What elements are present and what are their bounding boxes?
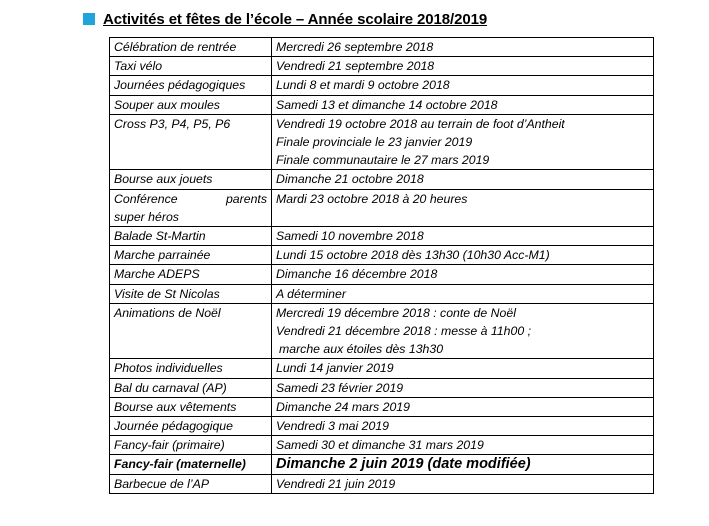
event-name-line: super héros bbox=[114, 209, 179, 224]
event-date-line: Dimanche 21 octobre 2018 bbox=[276, 172, 424, 187]
event-date-cell bbox=[272, 265, 654, 284]
event-name: Journée pédagogique bbox=[114, 419, 233, 434]
table-row bbox=[110, 265, 654, 284]
event-name: Bourse aux jouets bbox=[114, 172, 213, 187]
event-date-line: Vendredi 19 octobre 2018 au terrain de foot d’Antheit bbox=[276, 116, 565, 131]
event-name-cell bbox=[110, 397, 272, 416]
event-date-cell bbox=[272, 474, 654, 493]
events-table bbox=[109, 37, 654, 494]
table-row bbox=[110, 38, 654, 57]
table-row bbox=[110, 436, 654, 455]
event-name: Marche parrainée bbox=[114, 248, 211, 263]
event-name: Bal du carnaval (AP) bbox=[114, 380, 227, 395]
event-date-line: Lundi 15 octobre 2018 dès 13h30 (10h30 Acc-M1) bbox=[276, 248, 550, 263]
event-date-line: Lundi 14 janvier 2019 bbox=[276, 361, 394, 376]
event-name-cell bbox=[110, 95, 272, 114]
section-heading bbox=[83, 8, 487, 30]
event-name: Taxi vélo bbox=[114, 59, 163, 74]
table-row bbox=[110, 76, 654, 95]
event-date-line: Dimanche 24 mars 2019 bbox=[276, 399, 410, 414]
event-date-line: Samedi 23 février 2019 bbox=[276, 380, 404, 395]
event-name-cell bbox=[110, 417, 272, 436]
event-name-cell bbox=[110, 284, 272, 303]
event-date-cell bbox=[272, 170, 654, 189]
event-name-part: Conférence bbox=[114, 191, 178, 206]
table-row bbox=[110, 227, 654, 246]
table-row bbox=[110, 455, 654, 474]
event-date-line: marche aux étoiles dès 13h30 bbox=[279, 342, 444, 357]
table-row bbox=[110, 95, 654, 114]
event-name: Animations de Noël bbox=[114, 305, 221, 320]
event-name-cell bbox=[110, 303, 272, 359]
event-name-cell bbox=[110, 114, 272, 170]
table-row bbox=[110, 474, 654, 493]
event-name-cell bbox=[110, 265, 272, 284]
event-name-cell bbox=[110, 359, 272, 378]
event-date-line: Dimanche 2 juin 2019 (date modifiée) bbox=[276, 456, 531, 473]
event-date-line: Dimanche 16 décembre 2018 bbox=[276, 267, 438, 282]
event-name-cell bbox=[110, 170, 272, 189]
table-row bbox=[110, 378, 654, 397]
event-date-line: Lundi 8 et mardi 9 octobre 2018 bbox=[276, 78, 450, 93]
event-name-cell bbox=[110, 57, 272, 76]
event-date-cell bbox=[272, 397, 654, 416]
event-name: Souper aux moules bbox=[114, 97, 220, 112]
event-name-cell bbox=[110, 436, 272, 455]
event-date-cell bbox=[272, 227, 654, 246]
event-date-line: Vendredi 21 septembre 2018 bbox=[276, 59, 435, 74]
event-name: Fancy-fair (maternelle) bbox=[114, 457, 246, 472]
event-date-line: Mardi 23 octobre 2018 à 20 heures bbox=[276, 191, 468, 206]
event-name: Célébration de rentrée bbox=[114, 40, 237, 54]
event-date-cell bbox=[272, 417, 654, 436]
event-date-cell bbox=[272, 436, 654, 455]
event-date-line: Finale provinciale le 23 janvier 2019 bbox=[276, 135, 473, 150]
bullet-square-icon bbox=[83, 13, 95, 25]
event-name: Bourse aux vêtements bbox=[114, 399, 237, 414]
table-row bbox=[110, 170, 654, 189]
table-row bbox=[110, 114, 654, 170]
table-row bbox=[110, 397, 654, 416]
event-name: Barbecue de l’AP bbox=[114, 476, 210, 491]
event-date-cell bbox=[272, 455, 654, 474]
event-date-cell bbox=[272, 76, 654, 95]
event-date-cell bbox=[272, 57, 654, 76]
table-row bbox=[110, 246, 654, 265]
event-date-cell bbox=[272, 38, 654, 57]
event-date-line: Mercredi 26 septembre 2018 bbox=[276, 40, 434, 54]
event-date-line: Samedi 30 et dimanche 31 mars 2019 bbox=[276, 438, 484, 453]
event-name-cell bbox=[110, 38, 272, 57]
event-date-line: A déterminer bbox=[276, 286, 346, 301]
event-name: Marche ADEPS bbox=[114, 267, 200, 282]
event-date-line: Vendredi 21 décembre 2018 : messe à 11h00 ; bbox=[276, 324, 531, 339]
event-name: Journées pédagogiques bbox=[114, 78, 246, 93]
event-date-line: Vendredi 3 mai 2019 bbox=[276, 419, 390, 434]
table-row bbox=[110, 189, 654, 226]
event-date-cell bbox=[272, 303, 654, 359]
event-name-cell bbox=[110, 455, 272, 474]
event-date-cell bbox=[272, 189, 654, 226]
table-row bbox=[110, 57, 654, 76]
event-name-cell bbox=[110, 227, 272, 246]
event-name: Visite de St Nicolas bbox=[114, 286, 220, 301]
event-name: Cross P3, P4, P5, P6 bbox=[114, 116, 231, 131]
event-date-line: Mercredi 19 décembre 2018 : conte de Noël bbox=[276, 305, 516, 320]
event-date-line: Vendredi 21 juin 2019 bbox=[276, 476, 396, 491]
event-name-cell bbox=[110, 246, 272, 265]
table-row bbox=[110, 359, 654, 378]
event-name-cell bbox=[110, 378, 272, 397]
event-name: Balade St-Martin bbox=[114, 229, 206, 244]
page-title: Activités et fêtes de l’école – Année scolaire 2018/2019 bbox=[103, 10, 488, 28]
event-date-line: Samedi 13 et dimanche 14 octobre 2018 bbox=[276, 97, 498, 112]
event-name-part: parents bbox=[225, 191, 267, 206]
event-date-cell bbox=[272, 95, 654, 114]
table-row bbox=[110, 303, 654, 359]
event-date-line: Finale communautaire le 27 mars 2019 bbox=[276, 153, 490, 168]
event-date-cell bbox=[272, 246, 654, 265]
event-date-cell bbox=[272, 378, 654, 397]
event-date-cell bbox=[272, 359, 654, 378]
event-name: Fancy-fair (primaire) bbox=[114, 438, 225, 453]
table-row bbox=[110, 417, 654, 436]
event-name-cell bbox=[110, 189, 272, 226]
table-row bbox=[110, 284, 654, 303]
event-name-cell bbox=[110, 76, 272, 95]
event-date-cell bbox=[272, 284, 654, 303]
event-date-line: Samedi 10 novembre 2018 bbox=[276, 229, 424, 244]
event-name-cell bbox=[110, 474, 272, 493]
event-name: Photos individuelles bbox=[114, 361, 223, 376]
event-date-cell bbox=[272, 114, 654, 170]
